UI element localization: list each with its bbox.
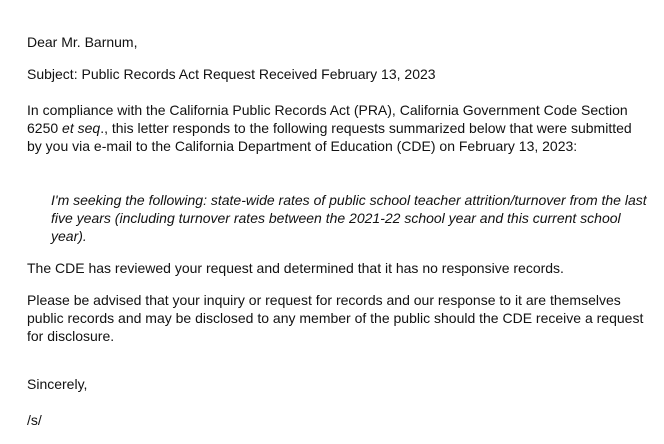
closing: Sincerely, (27, 376, 88, 392)
signature: /s/ (27, 412, 42, 428)
salutation: Dear Mr. Barnum, (27, 34, 138, 50)
advisory-paragraph: Please be advised that your inquiry or request for records and our response to it are themselves public records and may be disclosed to any member of the public should the CDE receive a request for disclosure. (27, 292, 644, 344)
intro-paragraph (27, 101, 647, 155)
intro-text-italic: et seq (62, 120, 101, 136)
intro-text-part2: ., this letter responds to the following requests summarized below that were submitted by you via e-mail to the California Department of Education (CDE) on February 13, 2023: (27, 120, 632, 154)
subject-line: Subject: Public Records Act Request Received February 13, 2023 (27, 66, 436, 82)
request-quote: I'm seeking the following: state-wide rates of public school teacher attrition/turnover from the last five years (including turnover rates between the 2021-22 school year and this current school year). (51, 192, 647, 244)
intro-text-part1: In compliance with the California Public Records Act (PRA), California Government Code Section 6250 (27, 102, 628, 136)
review-paragraph: The CDE has reviewed your request and determined that it has no responsive records. (27, 260, 564, 276)
